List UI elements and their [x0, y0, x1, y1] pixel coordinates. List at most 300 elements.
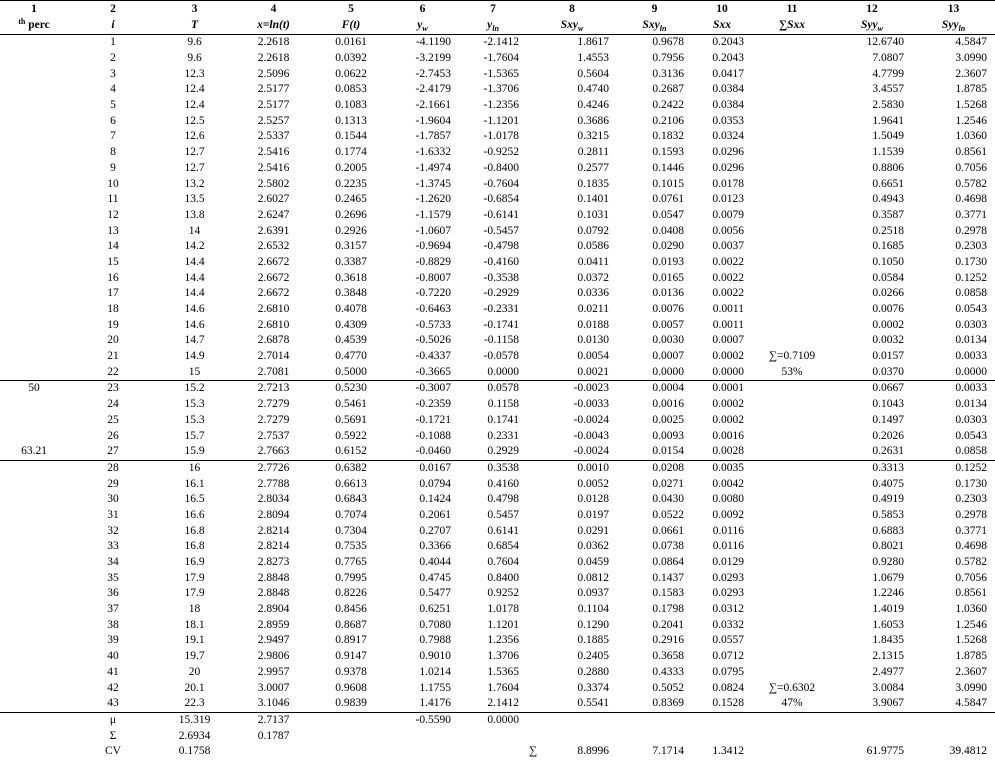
cell-t: 15.319: [158, 712, 231, 728]
cell-f: 0.3157: [335, 240, 367, 253]
column-number: 8: [527, 1, 617, 18]
cell-syyw: 2.1315: [872, 650, 904, 663]
cell-x: 2.8214: [257, 524, 290, 537]
cell-perc: [0, 539, 68, 555]
cell-f: 0.4770: [335, 350, 367, 363]
cell-syyln: 0.5782: [955, 177, 987, 190]
cell-yw: -0.3007: [386, 381, 459, 397]
cell-sum-sxx: [752, 508, 832, 524]
cell-sxx: 0.0312: [712, 603, 744, 616]
cell-t: 15.9: [184, 445, 205, 458]
cell-x: 2.6810: [257, 318, 290, 331]
cell-sxx: 0.0000: [712, 365, 744, 378]
cell-sxyw: 0.5541: [577, 697, 609, 710]
column-number: 4: [231, 1, 316, 18]
cell-i: 23: [68, 381, 158, 397]
cell-f: 0.0622: [335, 67, 367, 80]
cell-yw: -4.1190: [415, 36, 451, 49]
cell-syyln: 3.0990: [955, 52, 987, 65]
cell-sxx: 1.3412: [712, 745, 744, 758]
cell-yw: -2.7453: [415, 67, 451, 80]
cell-perc: [0, 223, 68, 239]
summary-label: μ: [68, 712, 158, 728]
cell-sxyw: -0.0024: [573, 413, 609, 426]
cell-perc: [0, 602, 68, 618]
cell-sxyln: 0.1437: [652, 571, 684, 584]
cell-t: 12.7: [184, 146, 205, 159]
cell-perc: [0, 665, 68, 681]
cell-t: 12.3: [184, 67, 205, 80]
cell-sxyln: 0.0193: [652, 255, 684, 268]
cell-sxyw: 0.0021: [577, 365, 609, 378]
cell-sum-sxx: [752, 129, 832, 145]
cell-t: 13.8: [184, 208, 205, 221]
cell-f: 0.6613: [335, 477, 367, 490]
cell-sum-sxx: [752, 712, 832, 728]
cell-yw: [386, 728, 459, 744]
column-header: [0, 17, 68, 35]
sum-value: 8.8996: [577, 745, 609, 758]
cell-yln: 0.6854: [487, 540, 519, 553]
cell-sxx: 0.0001: [692, 381, 752, 397]
cell-i: 29: [107, 477, 119, 490]
cell-syyw: 0.4943: [872, 193, 904, 206]
cell-yln: 2.1412: [487, 697, 519, 710]
cell-yln: -0.8400: [483, 161, 519, 174]
cell-syyw: 0.3313: [832, 460, 912, 476]
cell-sxyw: 0.0792: [577, 224, 609, 237]
cell-f: [316, 712, 386, 728]
cell-yw: 0.0167: [386, 460, 459, 476]
column-number: 10: [692, 1, 752, 18]
cell-yln: -0.4798: [483, 240, 519, 253]
table-row: [0, 555, 995, 571]
cell-sxyw: 0.0010: [527, 460, 617, 476]
cell-f: 0.4078: [335, 303, 367, 316]
cell-syyln: 0.8561: [955, 146, 987, 159]
cell-x: 2.9497: [257, 634, 290, 647]
cell-perc: [0, 428, 68, 444]
cell-perc: [0, 113, 68, 129]
cell-sxx: 0.0557: [712, 634, 744, 647]
cell-sum-sxx: [752, 270, 832, 286]
cell-syyw: 0.0032: [872, 334, 904, 347]
cell-yw: -1.0607: [415, 224, 451, 237]
cell-perc: [0, 460, 68, 476]
cell-t: 16.9: [184, 556, 205, 569]
cell-syyw: [832, 712, 912, 728]
cell-sxyw: 0.0411: [577, 255, 609, 268]
cell-syyw: 0.6651: [872, 177, 904, 190]
cell-yw: 0.4745: [419, 571, 451, 584]
column-header: [158, 17, 231, 35]
cell-i: 10: [107, 177, 119, 190]
cell-syyln: 0.8561: [955, 587, 987, 600]
cell-yln: 0.6141: [487, 524, 519, 537]
column-header-row: [0, 17, 995, 35]
cell-sxx: 0.0296: [712, 146, 744, 159]
cell-perc: [0, 98, 68, 114]
cell-i: 25: [107, 413, 119, 426]
header-label: Syy: [861, 19, 878, 31]
column-number: 1: [0, 1, 68, 18]
cell-x: 2.7788: [257, 477, 290, 490]
cell-t: 13.2: [184, 177, 205, 190]
cell-sxyw: [527, 728, 617, 744]
cell-f: 0.8226: [335, 587, 367, 600]
column-header: [386, 17, 459, 35]
cell-f: 0.1313: [335, 114, 367, 127]
cell-syyln: 0.0303: [955, 318, 987, 331]
column-number: 2: [68, 1, 158, 18]
cell-i: 43: [107, 697, 119, 710]
cell-yln: 0.8400: [487, 571, 519, 584]
cell-perc: [0, 364, 68, 380]
cell-sxyw: [527, 744, 617, 760]
cell-sum-sxx: [752, 649, 832, 665]
cell-syyw: 1.6053: [872, 618, 904, 631]
cell-i: 5: [110, 99, 116, 112]
cell-syyln: 0.7056: [955, 161, 987, 174]
cell-yln: 1.7604: [487, 681, 519, 694]
cell-t: 12.4: [184, 83, 205, 96]
cell-syyln: 1.0360: [955, 130, 987, 143]
summary-row: [0, 728, 995, 744]
cell-sxyw: 1.8617: [577, 36, 609, 49]
table-row: [0, 317, 995, 333]
cell-yw: 0.5477: [419, 587, 451, 600]
cell-f: 0.2696: [335, 208, 367, 221]
cell-yln: 0.1158: [487, 398, 519, 411]
cell-sxx: 0.2043: [712, 52, 744, 65]
cell-yw: 0.3366: [419, 540, 451, 553]
cell-yw: [386, 744, 459, 760]
cell-f: [316, 744, 386, 760]
cell-f: 0.0392: [335, 52, 367, 65]
cell-sxyln: 0.0271: [652, 477, 684, 490]
cell-sxx: 0.0079: [712, 208, 744, 221]
cell-sum-sxx: [752, 239, 832, 255]
cell-syyln: [912, 728, 995, 744]
column-number: 9: [617, 1, 692, 18]
cell-t: 16.8: [184, 524, 205, 537]
cell-syyln: 1.8785: [955, 83, 987, 96]
cell-sxyw: 0.3686: [577, 114, 609, 127]
cell-sxyw: 0.2405: [577, 650, 609, 663]
cell-sum-sxx: [752, 113, 832, 129]
cell-syyw: 0.0584: [872, 271, 904, 284]
cell-yln: -0.2929: [483, 287, 519, 300]
cell-perc: [0, 680, 68, 696]
cell-perc: [0, 317, 68, 333]
cell-yln: 0.0000: [487, 365, 519, 378]
cell-perc: [0, 302, 68, 318]
cell-sxyw: 0.0130: [577, 334, 609, 347]
cell-perc: [0, 51, 68, 67]
cell-perc: [0, 239, 68, 255]
header-subscript: w: [877, 24, 883, 33]
cell-yw: 1.0214: [419, 665, 451, 678]
cell-sxyln: 0.0408: [652, 224, 684, 237]
cell-t: 20.1: [184, 681, 205, 694]
cell-sxx: 0.0002: [712, 413, 744, 426]
table-row: [0, 35, 995, 51]
cell-yw: -2.1661: [415, 99, 451, 112]
cell-sxyln: 0.2106: [652, 114, 684, 127]
cell-yln: -0.0578: [483, 350, 519, 363]
cell-sxyln: 0.2916: [652, 634, 684, 647]
cell-perc: [0, 744, 68, 760]
cell-f: 0.3848: [335, 287, 367, 300]
cell-t: 14.6: [184, 318, 205, 331]
cell-x: 2.5337: [257, 130, 290, 143]
cell-sxx: 0.0092: [712, 508, 744, 521]
cell-perc: [0, 555, 68, 571]
cell-sum-sxx: [752, 617, 832, 633]
cell-sum-sxx: [752, 98, 832, 114]
cell-sxyw: -0.0043: [573, 429, 609, 442]
cell-sum-sxx: [752, 665, 832, 681]
cell-t: 15.3: [184, 413, 205, 426]
cell-sxx: 0.0293: [712, 571, 744, 584]
cell-syyw: 0.6883: [872, 524, 904, 537]
cell-yln: 0.2331: [487, 429, 519, 442]
cell-t: 14.4: [184, 271, 205, 284]
cell-sxx: 0.2043: [712, 36, 744, 49]
table-row: [0, 539, 995, 555]
cell-sum-sxx: [752, 539, 832, 555]
cell-yw: 0.7988: [419, 634, 451, 647]
cell-sxyw: 0.0459: [577, 556, 609, 569]
cell-i: 17: [107, 287, 119, 300]
cell-t: 16.8: [184, 540, 205, 553]
column-number: 7: [459, 1, 527, 18]
cell-syyln: 1.5268: [955, 634, 987, 647]
cell-yln: 0.7604: [487, 556, 519, 569]
cell-x: 2.8273: [257, 556, 290, 569]
cell-sxx: 0.0296: [712, 161, 744, 174]
cell-syyw: 0.1497: [872, 413, 904, 426]
cell-sxyln: 0.3658: [652, 650, 684, 663]
cell-yw: -2.4179: [415, 83, 451, 96]
cell-f: 0.3387: [335, 255, 367, 268]
cell-syyln: 2.3607: [955, 665, 987, 678]
table-row: [0, 145, 995, 161]
cell-perc: [0, 129, 68, 145]
cell-sxx: 0.0011: [712, 303, 744, 316]
cell-syyw: 3.0084: [872, 681, 904, 694]
cell-x: 2.8959: [257, 618, 290, 631]
cell-i: 18: [107, 303, 119, 316]
cell-x: 2.6532: [257, 240, 290, 253]
cell-f: 0.8917: [335, 634, 367, 647]
cell-sxx: 0.0007: [712, 334, 744, 347]
cell-x: 2.6810: [257, 303, 290, 316]
cell-yln: [459, 744, 527, 760]
cell-sxyw: [527, 712, 617, 728]
cell-x: 2.6878: [257, 334, 290, 347]
cell-sum-sxx: [752, 286, 832, 302]
cell-sxyln: 0.1832: [652, 130, 684, 143]
cell-i: 28: [68, 460, 158, 476]
table-row: [0, 617, 995, 633]
cell-syyln: 0.0134: [955, 334, 987, 347]
cell-sxyln: 0.0208: [617, 460, 692, 476]
cell-sxyw: 0.0052: [577, 477, 609, 490]
cell-perc: [0, 633, 68, 649]
cell-perc: [0, 35, 68, 51]
cell-t: 15.3: [184, 398, 205, 411]
cell-t: 17.9: [184, 587, 205, 600]
cell-syyw: 0.0266: [872, 287, 904, 300]
cell-syyln: 1.2546: [955, 618, 987, 631]
cell-sxyln: 0.0430: [652, 493, 684, 506]
cell-yw: -1.6332: [415, 146, 451, 159]
cell-syyw: 2.5830: [872, 99, 904, 112]
cell-i: 34: [107, 556, 119, 569]
cell-sxyw: 0.1401: [577, 193, 609, 206]
cell-t: 16.1: [184, 477, 205, 490]
cell-yw: 0.2061: [419, 508, 451, 521]
cell-syyw: 0.2518: [872, 224, 904, 237]
header-label: T: [190, 19, 199, 31]
cell-syyln: 4.5847: [955, 697, 987, 710]
cell-sum-sxx: 53%: [781, 365, 803, 378]
cell-sum-sxx: [752, 223, 832, 239]
cell-syyw: 0.1050: [872, 255, 904, 268]
cell-sum-sxx: [752, 413, 832, 429]
cell-i: 19: [107, 318, 119, 331]
column-number: 13: [912, 1, 995, 18]
cell-t: 14.9: [184, 350, 205, 363]
cell-yw: 0.0794: [419, 477, 451, 490]
cell-f: 0.7995: [335, 571, 367, 584]
cell-syyln: 0.0134: [955, 398, 987, 411]
cell-sum-sxx: [752, 586, 832, 602]
cell-f: 0.6843: [335, 493, 367, 506]
cell-syyw: 0.4075: [872, 477, 904, 490]
cell-i: 9: [110, 161, 116, 174]
cell-syyw: 1.0679: [872, 571, 904, 584]
cell-sxyw: 0.2811: [577, 146, 609, 159]
cell-yln: -0.5457: [483, 224, 519, 237]
cell-sxyw: 0.0586: [577, 240, 609, 253]
cell-f: 0.9147: [335, 650, 367, 663]
table-row: [0, 129, 995, 145]
cell-sxyln: 0.0154: [652, 445, 684, 458]
cell-t: 12.7: [184, 161, 205, 174]
cell-syyln: 0.1730: [955, 477, 987, 490]
cell-i: 6: [110, 114, 116, 127]
cell-x: 2.7081: [257, 365, 290, 378]
cell-sum-sxx: [752, 255, 832, 271]
cell-syyw: 0.8021: [872, 540, 904, 553]
cell-sxyln: 0.1593: [652, 146, 684, 159]
cell-t: 15.2: [158, 381, 231, 397]
cell-perc: [0, 208, 68, 224]
cell-f: 0.2235: [335, 177, 367, 190]
cell-x: 2.6027: [257, 193, 290, 206]
table-row: [0, 649, 995, 665]
cell-sxx: 0.0384: [712, 83, 744, 96]
cell-sum-sxx: [752, 428, 832, 444]
cell-sum-sxx: ∑=0.6302: [768, 681, 816, 694]
cell-sxyw: 0.3374: [577, 681, 609, 694]
cell-f: 0.1544: [335, 130, 367, 143]
cell-i: 11: [107, 193, 119, 206]
cell-f: 0.4539: [335, 334, 367, 347]
cell-yln: -0.2331: [483, 303, 519, 316]
cell-sxyln: 0.0030: [652, 334, 684, 347]
cell-x: 2.6672: [257, 271, 290, 284]
cell-syyln: 0.1252: [912, 460, 995, 476]
cell-sum-sxx: [752, 145, 832, 161]
cell-sxx: [692, 728, 752, 744]
cell-yln: -0.4160: [483, 255, 519, 268]
cell-sxx: 0.0028: [712, 445, 744, 458]
cell-x: 2.7726: [231, 460, 316, 476]
cell-sxyln: 0.0761: [652, 193, 684, 206]
table-row: [0, 665, 995, 681]
cell-i: 1: [110, 36, 116, 49]
table-row: [0, 208, 995, 224]
cell-syyw: 0.2631: [872, 445, 904, 458]
table-row: [0, 476, 995, 492]
cell-syyln: 0.5782: [955, 556, 987, 569]
cell-sxx: 0.0016: [712, 429, 744, 442]
cell-i: 33: [107, 540, 119, 553]
cell-f: 0.9839: [335, 697, 367, 710]
cell-syyw: 12.6740: [866, 36, 904, 49]
cell-sxyw: 0.0937: [577, 587, 609, 600]
cell-i: 2: [110, 52, 116, 65]
cell-sxx: 0.0035: [692, 460, 752, 476]
cell-i: 8: [110, 146, 116, 159]
column-header: [832, 17, 912, 35]
cell-yln: 0.2929: [487, 445, 519, 458]
cell-t: 14.2: [184, 240, 205, 253]
cell-syyln: 0.2303: [955, 493, 987, 506]
cell-x: 2.6672: [257, 287, 290, 300]
cell-syyw: 0.0002: [872, 318, 904, 331]
cell-sxyw: 0.1885: [577, 634, 609, 647]
cell-sum-sxx: [752, 208, 832, 224]
cell-sxyw: 0.0362: [577, 540, 609, 553]
table-row: [0, 381, 995, 397]
header-subscript: ln: [492, 24, 499, 33]
cell-syyln: 39.4812: [949, 745, 987, 758]
column-header: [316, 17, 386, 35]
cell-yln: -0.6854: [483, 193, 519, 206]
cell-x: 2.5096: [257, 67, 290, 80]
cell-yln: -0.1158: [483, 334, 519, 347]
cell-yw: 0.4044: [419, 556, 451, 569]
cell-i: 39: [107, 634, 119, 647]
table-row: [0, 239, 995, 255]
cell-syyw: 0.0076: [872, 303, 904, 316]
cell-sum-sxx: [752, 161, 832, 177]
cell-i: 12: [107, 208, 119, 221]
cell-i: 14: [107, 240, 119, 253]
cell-perc: [0, 712, 68, 728]
cell-yln: -0.9252: [483, 146, 519, 159]
header-label: i: [111, 19, 115, 31]
cell-f: 0.1083: [335, 99, 367, 112]
cell-f: 0.7535: [335, 540, 367, 553]
cell-sxyln: 7.1714: [652, 745, 684, 758]
cell-yln: 0.4160: [487, 477, 519, 490]
cell-perc: [0, 286, 68, 302]
